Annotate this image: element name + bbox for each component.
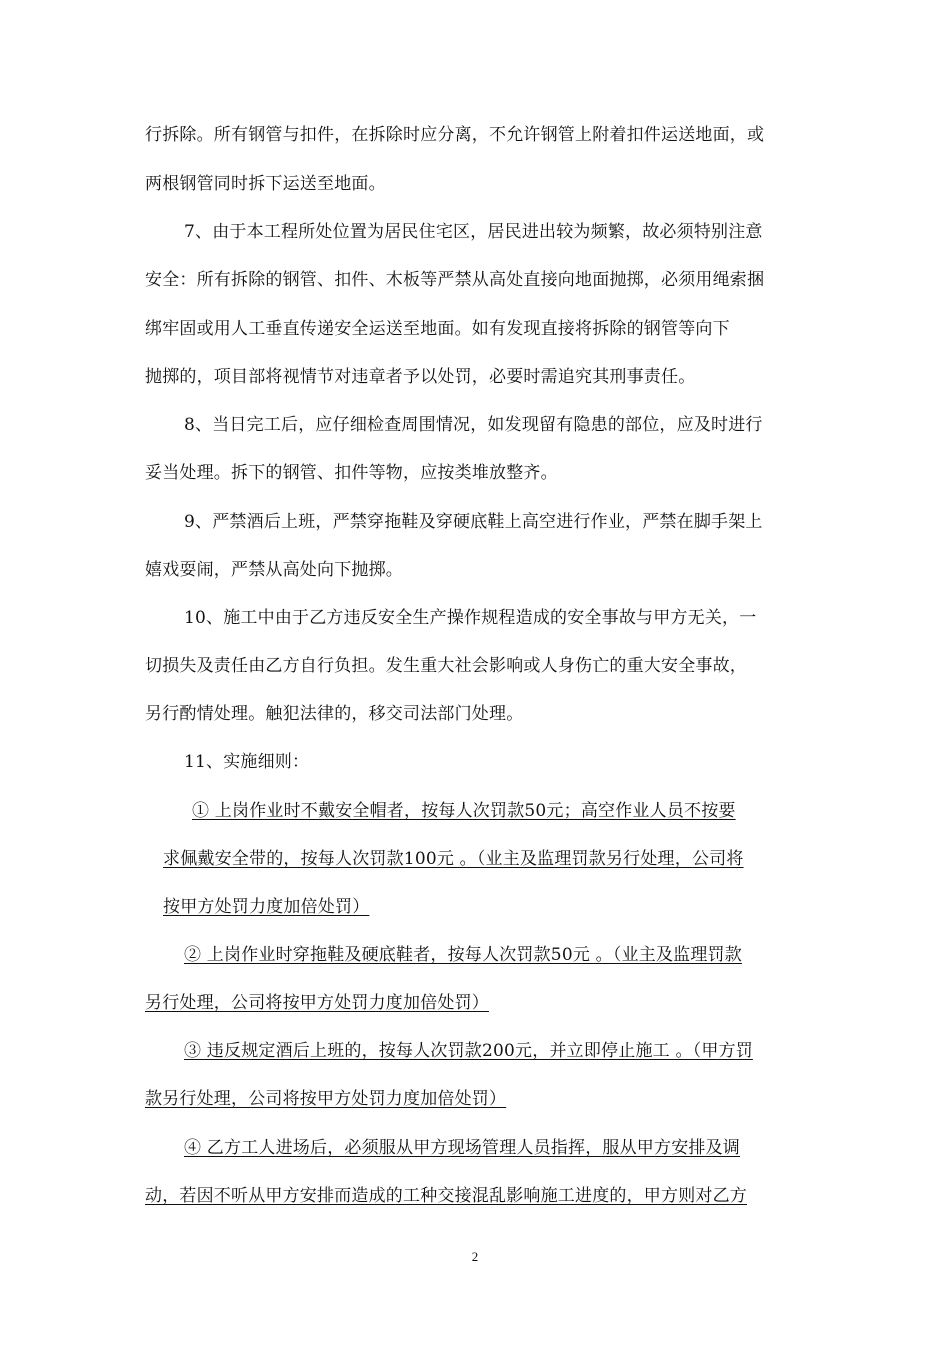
clause-7-line: 7、由于本工程所处位置为居民住宅区，居民进出较为频繁，故必须特别注意	[184, 222, 763, 242]
body-text-line: 行拆除。所有钢管与扣件，在拆除时应分离，不允许钢管上附着扣件运送地面，或	[145, 125, 765, 145]
rule-1-line: ① 上岗作业时不戴安全帽者，按每人次罚款50元；高空作业人员不按要	[192, 801, 736, 821]
clause-10-line: 10、施工中由于乙方违反安全生产操作规程造成的安全事故与甲方无关，一	[184, 608, 757, 628]
clause-10-line: 切损失及责任由乙方自行负担。发生重大社会影响或人身伤亡的重大安全事故，	[145, 656, 747, 676]
rule-3-line: ③ 违反规定酒后上班的，按每人次罚款200元，并立即停止施工 。（甲方罚	[184, 1041, 753, 1061]
rule-2-line: ② 上岗作业时穿拖鞋及硬底鞋者，按每人次罚款50元 。（业主及监理罚款	[184, 945, 742, 965]
body-text-line: 两根钢管同时拆下运送至地面。	[145, 174, 386, 194]
rule-1-line: 求佩戴安全带的，按每人次罚款100元 。（业主及监理罚款另行处理，公司将	[163, 849, 744, 869]
rule-2-line: 另行处理，公司将按甲方处罚力度加倍处罚）	[145, 993, 489, 1013]
clause-8-line: 8、当日完工后，应仔细检查周围情况，如发现留有隐患的部位，应及时进行	[184, 415, 763, 435]
page-number: 2	[471, 1249, 479, 1264]
clause-11-heading: 11、实施细则：	[184, 752, 310, 772]
clause-9-line: 9、严禁酒后上班，严禁穿拖鞋及穿硬底鞋上高空进行作业，严禁在脚手架上	[184, 512, 763, 532]
rule-3-line: 款另行处理，公司将按甲方处罚力度加倍处罚）	[145, 1089, 507, 1109]
rule-1-line: 按甲方处罚力度加倍处罚）	[163, 897, 370, 917]
clause-9-line: 嬉戏耍闹，严禁从高处向下抛掷。	[145, 560, 403, 580]
clause-7-line: 绑牢固或用人工垂直传递安全运送至地面。如有发现直接将拆除的钢管等向下	[145, 319, 730, 339]
clause-8-line: 妥当处理。拆下的钢管、扣件等物，应按类堆放整齐。	[145, 463, 558, 483]
rule-4-line: ④ 乙方工人进场后，必须服从甲方现场管理人员指挥，服从甲方安排及调	[184, 1138, 741, 1158]
rule-4-line: 动，若因不听从甲方安排而造成的工种交接混乱影响施工进度的，甲方则对乙方	[145, 1186, 747, 1206]
clause-7-line: 抛掷的，项目部将视情节对违章者予以处罚，必要时需追究其刑事责任。	[145, 367, 696, 387]
clause-10-line: 另行酌情处理。触犯法律的，移交司法部门处理。	[145, 704, 524, 724]
clause-7-line: 安全：所有拆除的钢管、扣件、木板等严禁从高处直接向地面抛掷，必须用绳索捆	[145, 270, 765, 290]
